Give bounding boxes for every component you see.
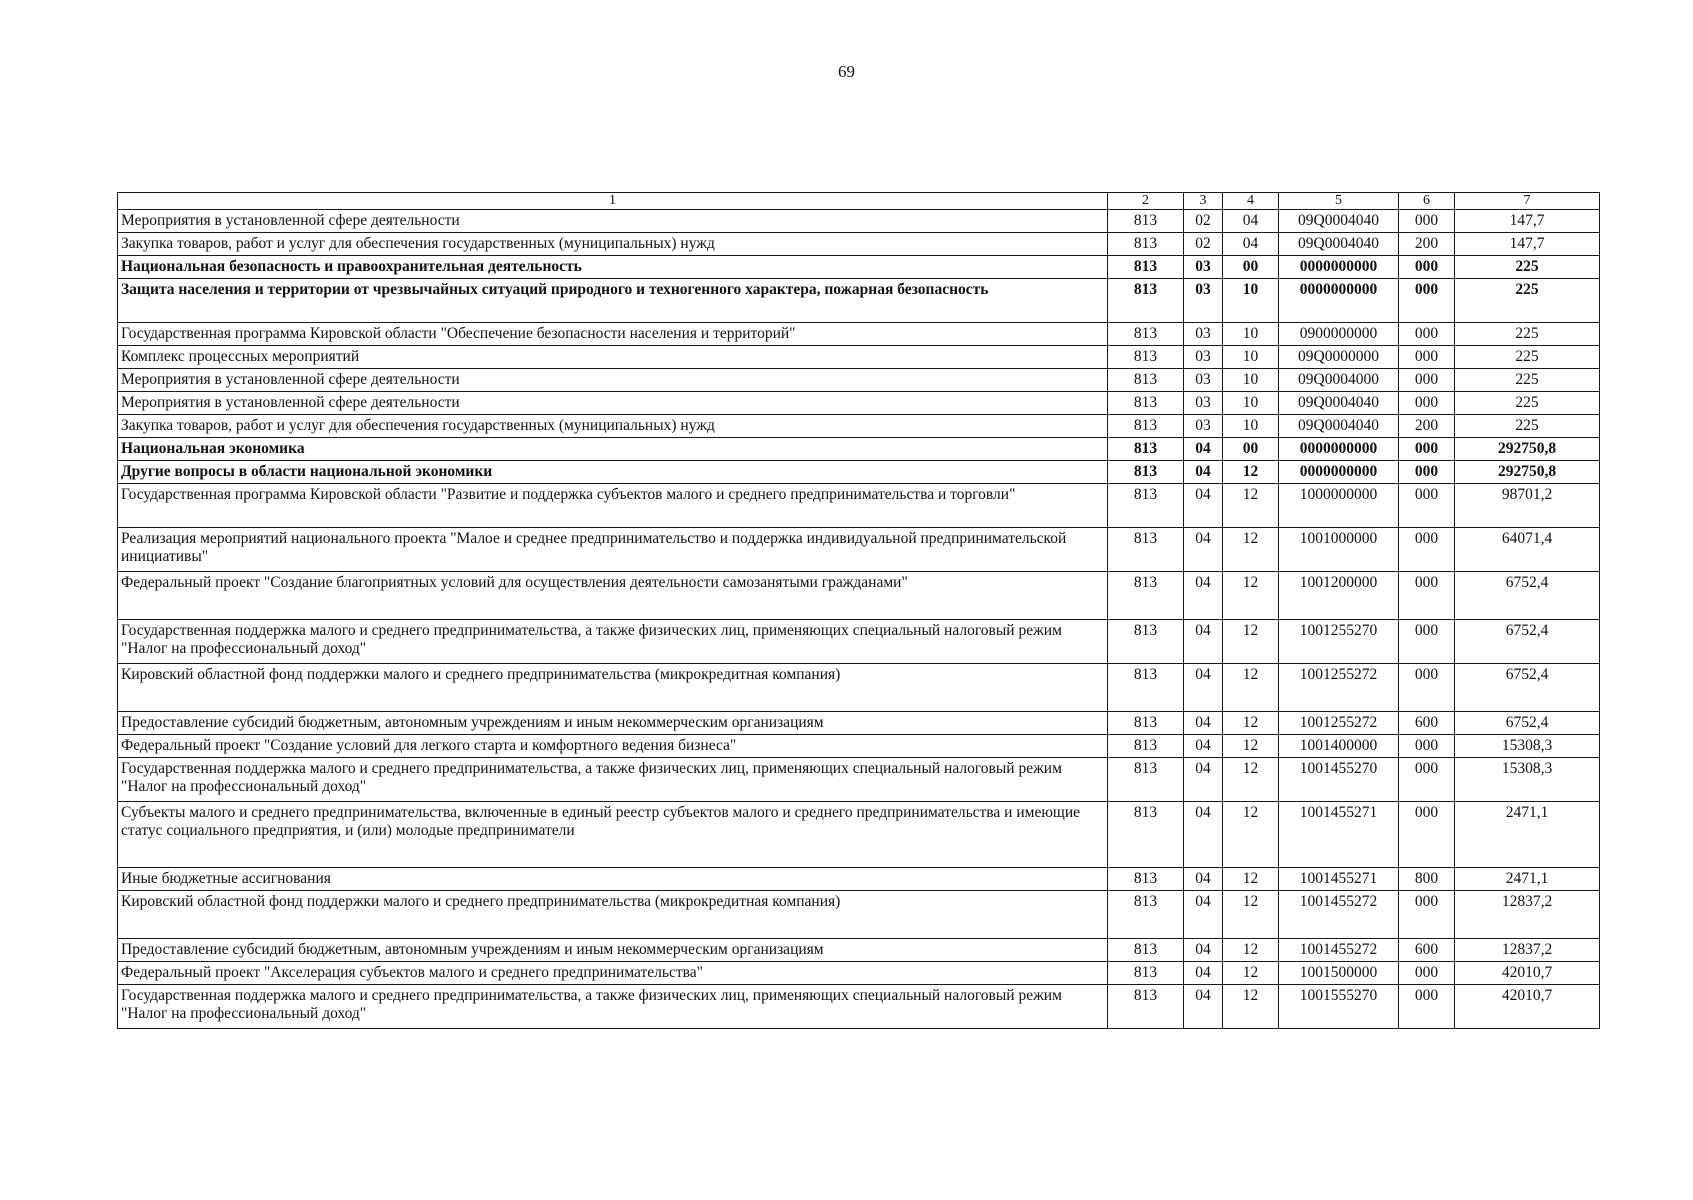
- section-cell: 04: [1184, 758, 1223, 802]
- target-article-cell: 09Q0004000: [1279, 369, 1399, 392]
- table-row: [118, 346, 1600, 369]
- target-article-cell: 1001255270: [1279, 620, 1399, 664]
- column-header: 2: [1108, 193, 1184, 210]
- row-name-cell: Федеральный проект "Акселерация субъектов малого и среднего предпринимательства": [118, 962, 1108, 985]
- admin-code-cell: 813: [1108, 323, 1184, 346]
- row-name-cell: Иные бюджетные ассигнования: [118, 868, 1108, 891]
- subsection-cell: 10: [1223, 279, 1279, 323]
- table-row: [118, 802, 1600, 868]
- amount-cell: 15308,3: [1455, 735, 1600, 758]
- section-cell: 04: [1184, 572, 1223, 620]
- admin-code-cell: 813: [1108, 572, 1184, 620]
- row-name-cell: Субъекты малого и среднего предпринимательства, включенные в единый реестр субъектов малого и среднего предпринимательства и имеющие статус социального предприятия, и (или) молодые предприниматели: [118, 802, 1108, 868]
- table-row: [118, 415, 1600, 438]
- admin-code-cell: 813: [1108, 256, 1184, 279]
- admin-code-cell: 813: [1108, 528, 1184, 572]
- table-row: [118, 233, 1600, 256]
- subsection-cell: 12: [1223, 484, 1279, 528]
- target-article-cell: 09Q0004040: [1279, 392, 1399, 415]
- expense-type-cell: 800: [1399, 868, 1455, 891]
- row-name-cell: Закупка товаров, работ и услуг для обеспечения государственных (муниципальных) нужд: [118, 233, 1108, 256]
- target-article-cell: 1001455272: [1279, 891, 1399, 939]
- admin-code-cell: 813: [1108, 868, 1184, 891]
- table-row: [118, 461, 1600, 484]
- target-article-cell: 1001400000: [1279, 735, 1399, 758]
- row-name-cell: Комплекс процессных мероприятий: [118, 346, 1108, 369]
- target-article-cell: 0000000000: [1279, 461, 1399, 484]
- row-name-cell: Государственная поддержка малого и среднего предпринимательства, а также физических лиц, применяющих специальный налоговый режим "Налог на профессиональный доход": [118, 985, 1108, 1029]
- row-name-cell: Федеральный проект "Создание условий для легкого старта и комфортного ведения бизнеса": [118, 735, 1108, 758]
- subsection-cell: 00: [1223, 438, 1279, 461]
- table-row: [118, 939, 1600, 962]
- amount-cell: 225: [1455, 323, 1600, 346]
- admin-code-cell: 813: [1108, 346, 1184, 369]
- subsection-cell: 12: [1223, 802, 1279, 868]
- table-row: [118, 962, 1600, 985]
- amount-cell: 12837,2: [1455, 891, 1600, 939]
- subsection-cell: 12: [1223, 891, 1279, 939]
- row-name-cell: Государственная поддержка малого и среднего предпринимательства, а также физических лиц, применяющих специальный налоговый режим "Налог на профессиональный доход": [118, 620, 1108, 664]
- row-name-cell: Мероприятия в установленной сфере деятельности: [118, 392, 1108, 415]
- target-article-cell: 1001455270: [1279, 758, 1399, 802]
- subsection-cell: 12: [1223, 461, 1279, 484]
- section-cell: 04: [1184, 461, 1223, 484]
- expense-type-cell: 000: [1399, 438, 1455, 461]
- section-cell: 04: [1184, 962, 1223, 985]
- budget-table: [117, 192, 1600, 1029]
- admin-code-cell: 813: [1108, 664, 1184, 712]
- amount-cell: 12837,2: [1455, 939, 1600, 962]
- subsection-cell: 10: [1223, 369, 1279, 392]
- section-cell: 04: [1184, 528, 1223, 572]
- subsection-cell: 00: [1223, 256, 1279, 279]
- subsection-cell: 10: [1223, 323, 1279, 346]
- row-name-cell: Национальная экономика: [118, 438, 1108, 461]
- subsection-cell: 10: [1223, 346, 1279, 369]
- table-row: [118, 572, 1600, 620]
- amount-cell: 6752,4: [1455, 620, 1600, 664]
- target-article-cell: 09Q0000000: [1279, 346, 1399, 369]
- amount-cell: 225: [1455, 279, 1600, 323]
- row-name-cell: Государственная поддержка малого и среднего предпринимательства, а также физических лиц, применяющих специальный налоговый режим "Налог на профессиональный доход": [118, 758, 1108, 802]
- amount-cell: 147,7: [1455, 233, 1600, 256]
- subsection-cell: 12: [1223, 985, 1279, 1029]
- admin-code-cell: 813: [1108, 620, 1184, 664]
- amount-cell: 42010,7: [1455, 962, 1600, 985]
- section-cell: 03: [1184, 256, 1223, 279]
- subsection-cell: 12: [1223, 735, 1279, 758]
- table-row: [118, 664, 1600, 712]
- admin-code-cell: 813: [1108, 233, 1184, 256]
- table-row: [118, 369, 1600, 392]
- table-row: [118, 620, 1600, 664]
- expense-type-cell: 000: [1399, 758, 1455, 802]
- row-name-cell: Кировский областной фонд поддержки малого и среднего предпринимательства (микрокредитная компания): [118, 891, 1108, 939]
- target-article-cell: 1001255272: [1279, 664, 1399, 712]
- table-row: [118, 735, 1600, 758]
- row-name-cell: Национальная безопасность и правоохранительная деятельность: [118, 256, 1108, 279]
- subsection-cell: 12: [1223, 572, 1279, 620]
- table-row: [118, 438, 1600, 461]
- expense-type-cell: 000: [1399, 210, 1455, 233]
- row-name-cell: Мероприятия в установленной сфере деятельности: [118, 210, 1108, 233]
- subsection-cell: 10: [1223, 415, 1279, 438]
- admin-code-cell: 813: [1108, 939, 1184, 962]
- table-row: [118, 323, 1600, 346]
- subsection-cell: 04: [1223, 233, 1279, 256]
- expense-type-cell: 000: [1399, 962, 1455, 985]
- admin-code-cell: 813: [1108, 210, 1184, 233]
- amount-cell: 15308,3: [1455, 758, 1600, 802]
- amount-cell: 6752,4: [1455, 572, 1600, 620]
- row-name-cell: Другие вопросы в области национальной экономики: [118, 461, 1108, 484]
- admin-code-cell: 813: [1108, 392, 1184, 415]
- target-article-cell: 1001500000: [1279, 962, 1399, 985]
- page-number: 69: [838, 62, 855, 81]
- subsection-cell: 12: [1223, 962, 1279, 985]
- section-cell: 03: [1184, 323, 1223, 346]
- table-row: [118, 891, 1600, 939]
- admin-code-cell: 813: [1108, 369, 1184, 392]
- amount-cell: 147,7: [1455, 210, 1600, 233]
- expense-type-cell: 000: [1399, 620, 1455, 664]
- section-cell: 03: [1184, 392, 1223, 415]
- admin-code-cell: 813: [1108, 712, 1184, 735]
- target-article-cell: 09Q0004040: [1279, 415, 1399, 438]
- admin-code-cell: 813: [1108, 461, 1184, 484]
- table-row: [118, 256, 1600, 279]
- admin-code-cell: 813: [1108, 415, 1184, 438]
- row-name-cell: Государственная программа Кировской области "Обеспечение безопасности населения и территорий": [118, 323, 1108, 346]
- row-name-cell: Государственная программа Кировской области "Развитие и поддержка субъектов малого и среднего предпринимательства и торговли": [118, 484, 1108, 528]
- target-article-cell: 0000000000: [1279, 279, 1399, 323]
- amount-cell: 64071,4: [1455, 528, 1600, 572]
- row-name-cell: Реализация мероприятий национального проекта "Малое и среднее предпринимательство и поддержка индивидуальной предпринимательской инициативы": [118, 528, 1108, 572]
- expense-type-cell: 600: [1399, 712, 1455, 735]
- section-cell: 03: [1184, 279, 1223, 323]
- expense-type-cell: 000: [1399, 985, 1455, 1029]
- expense-type-cell: 000: [1399, 664, 1455, 712]
- target-article-cell: 1001455271: [1279, 868, 1399, 891]
- expense-type-cell: 200: [1399, 415, 1455, 438]
- table-row: [118, 868, 1600, 891]
- table-row: [118, 392, 1600, 415]
- section-cell: 04: [1184, 484, 1223, 528]
- table-row: [118, 210, 1600, 233]
- expense-type-cell: 000: [1399, 528, 1455, 572]
- section-cell: 02: [1184, 233, 1223, 256]
- amount-cell: 2471,1: [1455, 868, 1600, 891]
- expense-type-cell: 000: [1399, 392, 1455, 415]
- section-cell: 04: [1184, 939, 1223, 962]
- subsection-cell: 10: [1223, 392, 1279, 415]
- expense-type-cell: 000: [1399, 572, 1455, 620]
- subsection-cell: 12: [1223, 620, 1279, 664]
- table-row: [118, 758, 1600, 802]
- table-row: [118, 484, 1600, 528]
- subsection-cell: 12: [1223, 939, 1279, 962]
- header-row: [118, 193, 1600, 210]
- row-name-cell: Предоставление субсидий бюджетным, автономным учреждениям и иным некоммерческим организациям: [118, 712, 1108, 735]
- target-article-cell: 09Q0004040: [1279, 210, 1399, 233]
- expense-type-cell: 600: [1399, 939, 1455, 962]
- column-header: 6: [1399, 193, 1455, 210]
- amount-cell: 6752,4: [1455, 712, 1600, 735]
- amount-cell: 225: [1455, 369, 1600, 392]
- amount-cell: 225: [1455, 256, 1600, 279]
- admin-code-cell: 813: [1108, 985, 1184, 1029]
- target-article-cell: 1000000000: [1279, 484, 1399, 528]
- amount-cell: 98701,2: [1455, 484, 1600, 528]
- admin-code-cell: 813: [1108, 279, 1184, 323]
- subsection-cell: 04: [1223, 210, 1279, 233]
- target-article-cell: 09Q0004040: [1279, 233, 1399, 256]
- column-header: 1: [118, 193, 1108, 210]
- section-cell: 04: [1184, 891, 1223, 939]
- target-article-cell: 0000000000: [1279, 438, 1399, 461]
- section-cell: 02: [1184, 210, 1223, 233]
- amount-cell: 292750,8: [1455, 461, 1600, 484]
- column-header: 4: [1223, 193, 1279, 210]
- section-cell: 04: [1184, 664, 1223, 712]
- expense-type-cell: 000: [1399, 802, 1455, 868]
- target-article-cell: 1001255272: [1279, 712, 1399, 735]
- amount-cell: 225: [1455, 392, 1600, 415]
- section-cell: 04: [1184, 985, 1223, 1029]
- expense-type-cell: 000: [1399, 461, 1455, 484]
- column-header: 5: [1279, 193, 1399, 210]
- column-header: 3: [1184, 193, 1223, 210]
- expense-type-cell: 000: [1399, 369, 1455, 392]
- expense-type-cell: 000: [1399, 484, 1455, 528]
- amount-cell: 225: [1455, 415, 1600, 438]
- target-article-cell: 1001455272: [1279, 939, 1399, 962]
- subsection-cell: 12: [1223, 712, 1279, 735]
- admin-code-cell: 813: [1108, 758, 1184, 802]
- row-name-cell: Предоставление субсидий бюджетным, автономным учреждениям и иным некоммерческим организациям: [118, 939, 1108, 962]
- expense-type-cell: 000: [1399, 891, 1455, 939]
- row-name-cell: Мероприятия в установленной сфере деятельности: [118, 369, 1108, 392]
- table-row: [118, 528, 1600, 572]
- admin-code-cell: 813: [1108, 891, 1184, 939]
- admin-code-cell: 813: [1108, 484, 1184, 528]
- admin-code-cell: 813: [1108, 962, 1184, 985]
- table-row: [118, 985, 1600, 1029]
- expense-type-cell: 200: [1399, 233, 1455, 256]
- subsection-cell: 12: [1223, 868, 1279, 891]
- subsection-cell: 12: [1223, 664, 1279, 712]
- section-cell: 04: [1184, 620, 1223, 664]
- amount-cell: 225: [1455, 346, 1600, 369]
- column-header: 7: [1455, 193, 1600, 210]
- target-article-cell: 0000000000: [1279, 256, 1399, 279]
- expense-type-cell: 000: [1399, 256, 1455, 279]
- admin-code-cell: 813: [1108, 802, 1184, 868]
- expense-type-cell: 000: [1399, 323, 1455, 346]
- admin-code-cell: 813: [1108, 438, 1184, 461]
- admin-code-cell: 813: [1108, 735, 1184, 758]
- expense-type-cell: 000: [1399, 735, 1455, 758]
- target-article-cell: 1001000000: [1279, 528, 1399, 572]
- amount-cell: 6752,4: [1455, 664, 1600, 712]
- expense-type-cell: 000: [1399, 279, 1455, 323]
- amount-cell: 42010,7: [1455, 985, 1600, 1029]
- row-name-cell: Защита населения и территории от чрезвычайных ситуаций природного и техногенного характера, пожарная безопасность: [118, 279, 1108, 323]
- amount-cell: 2471,1: [1455, 802, 1600, 868]
- target-article-cell: 1001455271: [1279, 802, 1399, 868]
- table-row: [118, 712, 1600, 735]
- subsection-cell: 12: [1223, 528, 1279, 572]
- target-article-cell: 0900000000: [1279, 323, 1399, 346]
- table-row: [118, 279, 1600, 323]
- target-article-cell: 1001200000: [1279, 572, 1399, 620]
- section-cell: 04: [1184, 802, 1223, 868]
- row-name-cell: Федеральный проект "Создание благоприятных условий для осуществления деятельности самозанятыми гражданами": [118, 572, 1108, 620]
- row-name-cell: Закупка товаров, работ и услуг для обеспечения государственных (муниципальных) нужд: [118, 415, 1108, 438]
- row-name-cell: Кировский областной фонд поддержки малого и среднего предпринимательства (микрокредитная компания): [118, 664, 1108, 712]
- section-cell: 04: [1184, 712, 1223, 735]
- section-cell: 04: [1184, 438, 1223, 461]
- subsection-cell: 12: [1223, 758, 1279, 802]
- section-cell: 04: [1184, 735, 1223, 758]
- expense-type-cell: 000: [1399, 346, 1455, 369]
- section-cell: 03: [1184, 415, 1223, 438]
- section-cell: 03: [1184, 346, 1223, 369]
- target-article-cell: 1001555270: [1279, 985, 1399, 1029]
- section-cell: 03: [1184, 369, 1223, 392]
- section-cell: 04: [1184, 868, 1223, 891]
- amount-cell: 292750,8: [1455, 438, 1600, 461]
